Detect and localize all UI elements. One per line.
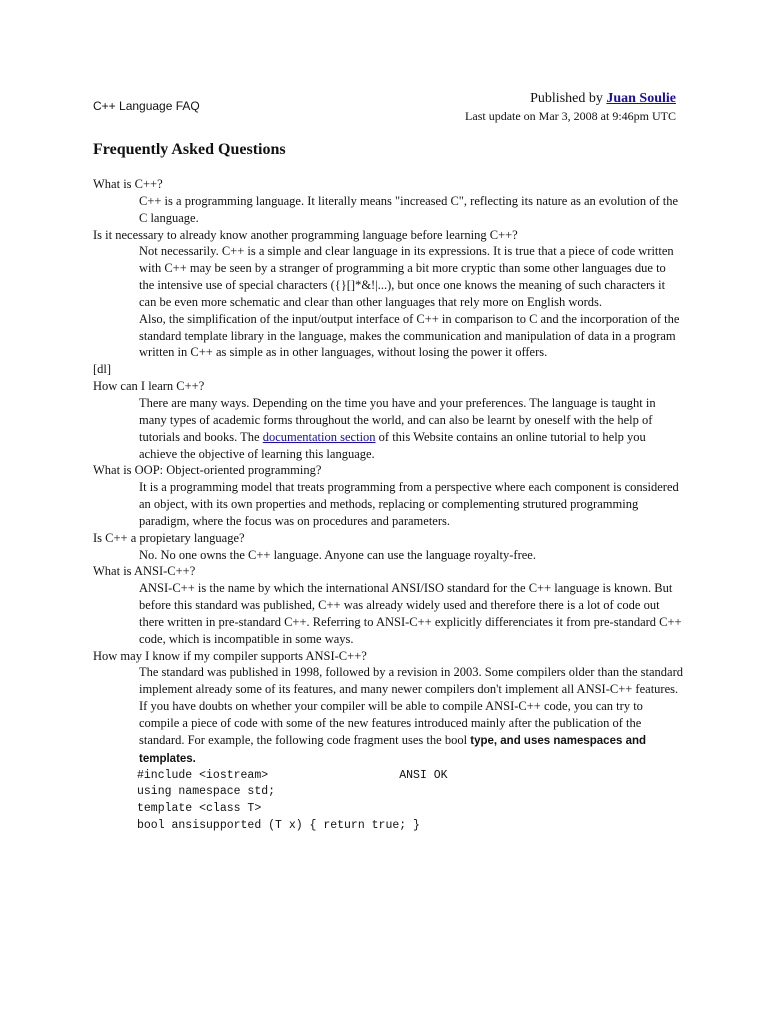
faq-list [93, 176, 683, 835]
author-link[interactable]: Juan Soulie [606, 91, 676, 106]
documentation-section-link[interactable]: documentation section [262, 429, 376, 444]
answer-oop: It is a programming model that treats programming from a perspective where each component is considered an object, with its own properties and methods, replacing or complementing strutured programming paradigm, where the focus was on procedures and parameters. [139, 480, 679, 528]
answer-prior-language-p2: Also, the simplification of the input/output interface of C++ in comparison to C and the incorporation of the standard template library in the language, makes the communication and manipulation of data in a program written in C++ as simple as in other languages, without losing the power it offers. [139, 311, 680, 360]
dl-marker: [dl] [93, 362, 112, 377]
question-what-is-cpp: What is C++? [93, 177, 163, 191]
published-prefix: Published by [530, 91, 607, 106]
code-line: #include <iostream> ANSI OK [137, 768, 448, 782]
code-line: using namespace std; [137, 785, 276, 799]
answer-how-to-learn-text: There are many ways. Depending on the time you have and your preferences. The language is taught in many types of academic forms throughout the world, and can also be learnt by oneself with the help of tutorials and books. The [139, 395, 656, 444]
question-ansi-cpp: What is ANSI-C++? [93, 564, 196, 579]
doc-label: C++ Language FAQ [93, 99, 200, 113]
answer-compiler-support-text: The standard was published in 1998, followed by a revision in 2003. Some compilers older than the standard implement already some of its features, and many newer compilers don't implement all ANSI-C++ features. If you have doubts on whether your compiler will be able to compile ANSI-C++ code, you can try to compile a piece of code with some of the new features introduced mainly after the publication of the standard. For example, the following code fragment uses the bool [139, 665, 683, 747]
page-title: Frequently Asked Questions [93, 141, 286, 158]
answer-how-to-learn-text-end: of this Website contains an online tutorial to help you achieve the objective of learning this language. [139, 429, 646, 461]
code-fragment [137, 768, 683, 835]
last-update: Last update on Mar 3, 2008 at 9:46pm UTC [465, 109, 676, 123]
code-line: bool ansisupported (T x) { return true; } [137, 819, 420, 833]
published-line [465, 90, 676, 108]
answer-ansi-cpp: ANSI-C++ is the name by which the international ANSI/ISO standard for the C++ language is known. But before this standard was published, C++ was already widely used and therefore there is a lot of code out there written in pre-standard C++. Referring to ANSI-C++ explicitly differenciates it from pre-standard C++ code, which is incompatible in some ways. [139, 581, 682, 646]
question-prior-language: Is it necessary to already know another programming language before learning C++? [93, 227, 518, 242]
answer-proprietary: No. No one owns the C++ language. Anyone can use the language royalty-free. [139, 547, 536, 562]
answer-compiler-support [139, 664, 683, 767]
question-how-to-learn: How can I learn C++? [93, 379, 205, 394]
answer-what-is-cpp: C++ is a programming language. It literally means "increased C", reflecting its nature as an evolution of the C language. [139, 193, 679, 225]
question-compiler-support: How may I know if my compiler supports ANSI-C++? [93, 648, 367, 663]
answer-prior-language-p1: Not necessarily. C++ is a simple and clear language in its expressions. It is true that a piece of code written with C++ may be seen by a stranger of programming a bit more cryptic than some other languages due to the intensive use of special characters ({}[]*&!|...), but once one knows the meaning of such characters it can be even more schematic and clear than other languages that rely more on English words. [139, 244, 674, 309]
code-line: template <class T> [137, 802, 262, 816]
answer-compiler-support-tail: type, and uses namespaces and templates. [139, 734, 647, 765]
answer-how-to-learn [139, 395, 683, 462]
question-oop: What is OOP: Object-oriented programming? [93, 463, 322, 478]
question-proprietary: Is C++ a propietary language? [93, 530, 245, 545]
publication-info [465, 90, 676, 124]
